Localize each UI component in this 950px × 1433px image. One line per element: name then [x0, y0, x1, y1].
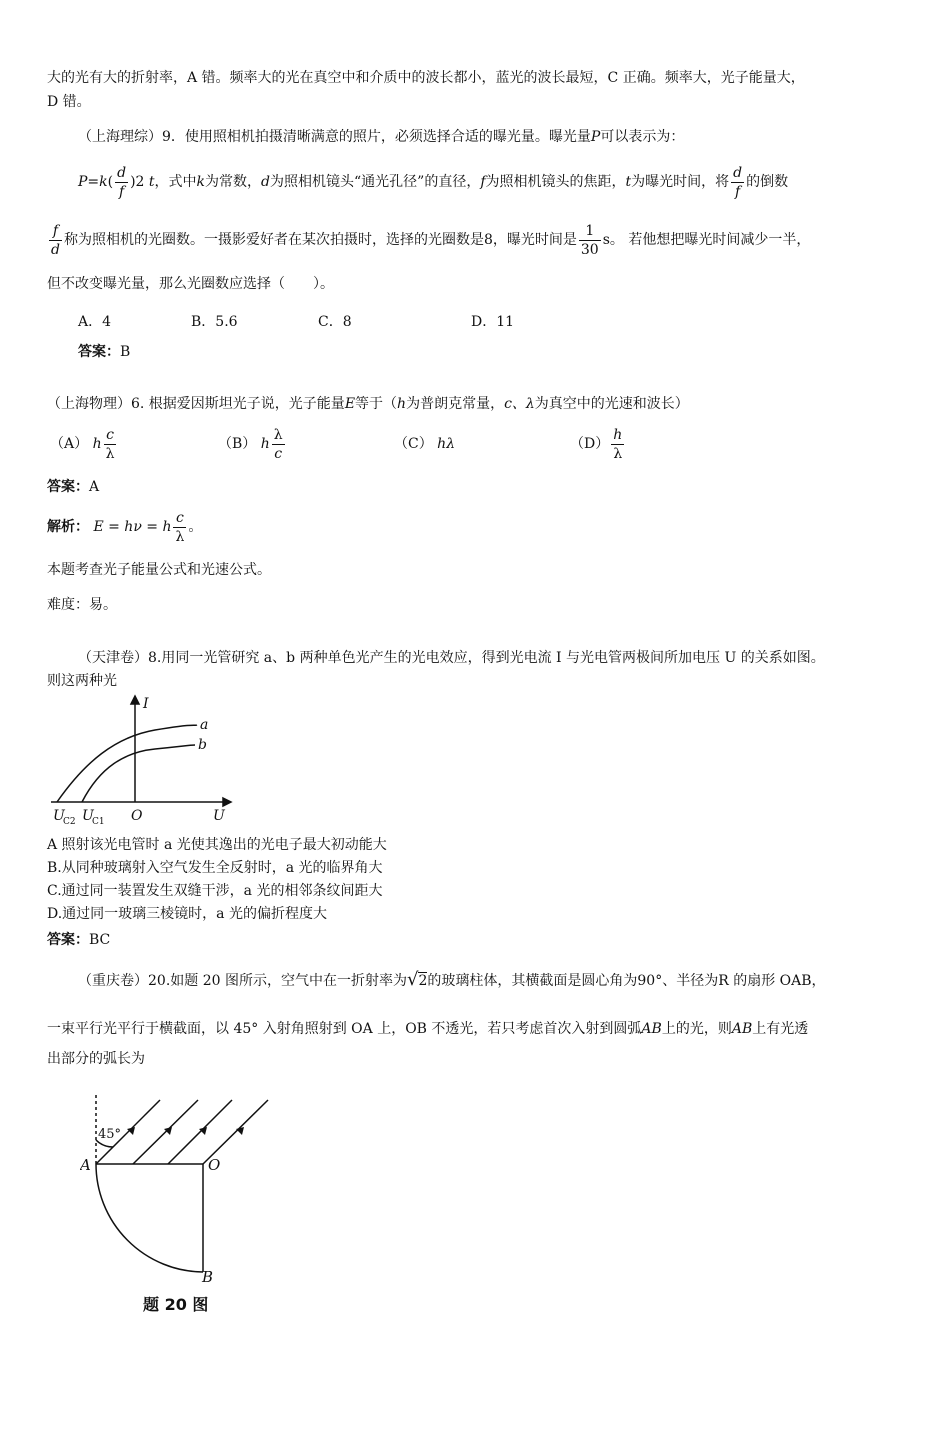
question-20-line1: （重庆卷）20.如题 20 图所示，空气中在一折射率为√2的玻璃柱体，其横截面是圆心角为90°、半径为R 的扇形 OAB， — [78, 969, 826, 990]
option-a: （A） h $\frac{c}{\lambda}$ — [50, 426, 115, 462]
option-b: （B） h $\frac{\lambda}{c}$ — [218, 426, 283, 462]
question-6-analysis: 解析： E = hν = h $\frac{c}{\lambda}$ 。 — [47, 509, 203, 545]
fraction-d-over-f: $\frac{d}{f}$ — [117, 164, 127, 200]
curve-a-label: a — [200, 717, 209, 733]
curve-b — [82, 745, 195, 802]
ray-3 — [168, 1100, 232, 1164]
curve-b-label: b — [198, 737, 207, 753]
question-6-answer: 答案：A — [47, 479, 100, 495]
option-a: A 照射该光电管时 a 光使其逸出的光电子最大初动能大 — [47, 837, 387, 853]
i-axis-arrow — [131, 696, 139, 704]
question-20-line2: 一束平行光平行于横截面，以 45° 入射角照射到 OA 上，OB 不透光，若只考虑首次入射到圆弧AB上的光，则AB上有光透 — [47, 1021, 809, 1037]
ray-2 — [133, 1100, 198, 1164]
angle-label: 45° — [98, 1127, 122, 1142]
option-a: A．4 — [78, 314, 112, 330]
sector-refraction-figure — [80, 1080, 290, 1320]
question-9-formula-line: P=k( $\frac{d}{f}$ )2 t，式中k为常数，d为照相机镜头“通光孔径”的直径，f为照相机镜头的焦距，t为曝光时间，将 $\frac{d}{f}$ 的倒数 — [78, 164, 789, 200]
arc-ab: AB — [731, 1021, 753, 1037]
point-a-label: A — [80, 1156, 91, 1174]
photoelectric-iv-graph — [45, 692, 245, 830]
question-6-stem: （上海物理）6. 根据爱因斯坦光子说，光子能量E等于（h为普朗克常量，c、λ为真空中的光速和波长） — [47, 396, 689, 412]
option-d: D．11 — [471, 314, 515, 330]
arc-ab: AB — [641, 1021, 662, 1037]
text-line: 但不改变曝光量，那么光圈数应选择（ ）。 — [47, 276, 334, 292]
point-b-label: B — [202, 1268, 214, 1286]
axis-i-label: I — [143, 696, 149, 712]
uc2-subscript: C2 — [63, 817, 76, 827]
fraction-f-over-d: $\frac{f}{d}$ — [51, 222, 60, 258]
question-9-answer: 答案：B — [78, 344, 131, 360]
option-c: （C） hλ — [394, 436, 456, 452]
option-b: B．5.6 — [191, 314, 238, 330]
fraction-d-over-f: $\frac{d}{f}$ — [733, 164, 743, 200]
option-c: C.通过同一装置发生双缝干涉，a 光的相邻条纹间距大 — [47, 883, 383, 899]
uc1-label: U — [82, 808, 94, 824]
sqrt-symbol: √ — [406, 969, 419, 990]
point-o-label: O — [208, 1156, 221, 1174]
arc-ab — [96, 1164, 203, 1272]
ray-4 — [203, 1100, 268, 1164]
text-line: （天津卷）8.用同一光管研究 a、b 两种单色光产生的光电效应，得到光电流 I 与光电管两极间所加电压 U 的关系如图。 — [78, 650, 825, 666]
uc1-subscript: C1 — [92, 817, 105, 827]
curve-a — [57, 725, 197, 802]
text-line: D 错。 — [47, 94, 91, 110]
option-d: （D） $\frac{h}{\lambda}$ — [570, 426, 623, 462]
figure-caption: 题 20 图 — [143, 1295, 209, 1314]
question-8-answer: 答案：BC — [47, 932, 111, 948]
question-9-line3: $\frac{f}{d}$ 称为照相机的光圈数。一摄影爱好者在某次拍摄时，选择的光圈数是8，曝光时间是 $\frac{1}{30}$ s。 若他想把曝光时间减少一半， — [51, 222, 811, 258]
text-line: 则这两种光 — [47, 673, 117, 689]
text-line: 出部分的弧长为 — [47, 1051, 145, 1067]
option-c: C．8 — [318, 314, 352, 330]
u-axis-arrow — [223, 798, 231, 806]
origin-label: O — [131, 808, 143, 824]
option-b: B.从同种玻璃射入空气发生全反射时，a 光的临界角大 — [47, 860, 383, 876]
fraction-exposure-time: $\frac{1}{30}$ — [580, 222, 599, 258]
option-d: D.通过同一玻璃三棱镜时，a 光的偏折程度大 — [47, 906, 327, 922]
arrow-head — [164, 1127, 172, 1135]
text-line: 难度：易。 — [47, 597, 117, 613]
axis-u-label: U — [213, 808, 225, 824]
uc2-label: U — [53, 808, 65, 824]
text-line: 本题考查光子能量公式和光速公式。 — [47, 562, 271, 578]
text-line: 大的光有大的折射率，A 错。频率大的光在真空中和介质中的波长都小，蓝光的波长最短，C 正确。频率大，光子能量大， — [47, 70, 805, 86]
question-9-intro: （上海理综）9．使用照相机拍摄清晰满意的照片，必须选择合适的曝光量。曝光量P可以表示为： — [78, 129, 685, 145]
